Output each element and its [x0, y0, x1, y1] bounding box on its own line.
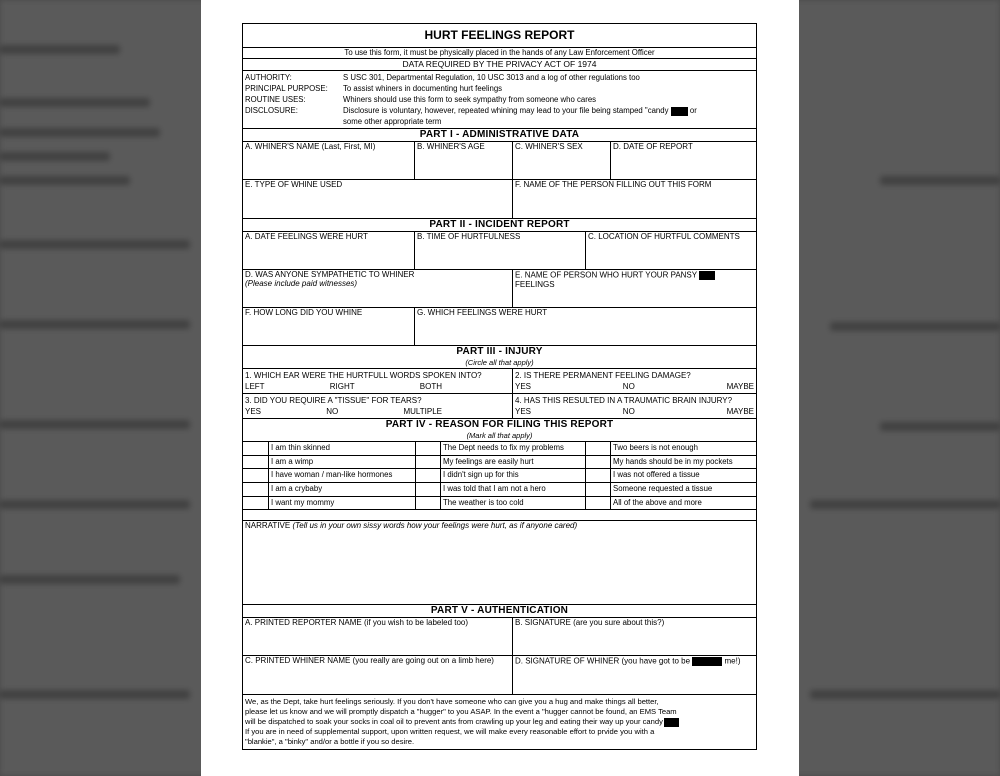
part5-row2: [243, 655, 756, 694]
field-label: A. WHINER'S NAME (Last, First, MI): [245, 142, 376, 152]
field-label: B. SIGNATURE (are you sure about this?): [515, 618, 665, 628]
option-no[interactable]: NO: [622, 382, 635, 392]
part2-header: PART II - INCIDENT REPORT: [243, 218, 756, 231]
part1-row2: [243, 179, 756, 218]
checkbox[interactable]: [415, 496, 440, 510]
reason-label: Two beers is not enough: [610, 441, 756, 455]
reason-label: My hands should be in my pockets: [610, 455, 756, 469]
checkbox[interactable]: [243, 496, 268, 510]
field-label: C. LOCATION OF HURTFUL COMMENTS: [588, 232, 740, 242]
principal-purpose-text: To assist whiners in documenting hurt feelings: [343, 84, 503, 94]
background-line: [0, 176, 130, 185]
whiner-name-field[interactable]: [243, 142, 414, 179]
option-right[interactable]: RIGHT: [329, 382, 355, 392]
person-who-hurt-field[interactable]: [512, 270, 756, 307]
checkbox[interactable]: [585, 496, 610, 510]
whiner-age-field[interactable]: [414, 142, 512, 179]
part3-note: (Circle all that apply): [465, 358, 534, 368]
background-line: [880, 422, 1000, 431]
part5-header: PART V - AUTHENTICATION: [243, 604, 756, 617]
background-line: [0, 420, 190, 429]
background-line: [0, 98, 150, 107]
background-line: [0, 45, 120, 54]
background-line: [0, 575, 180, 584]
reason-label: My feelings are easily hurt: [440, 455, 585, 469]
part4-note: (Mark all that apply): [466, 431, 533, 441]
reason-label: I have woman / man-like hormones: [268, 468, 415, 482]
reason-label: Someone requested a tissue: [610, 482, 756, 496]
disclosure-text-part: or: [689, 106, 697, 116]
tissue-question: [243, 394, 512, 418]
field-note: (Please include paid witnesses): [245, 278, 358, 288]
closing-line: We, as the Dept, take hurt feelings seriously. If you don't have someone who can give you a hug and make things all better,: [245, 697, 659, 707]
part3-header: PART III - INJURY: [243, 345, 756, 358]
option-yes[interactable]: YES: [515, 407, 532, 417]
principal-purpose-label: PRINCIPAL PURPOSE:: [245, 84, 328, 94]
option-maybe[interactable]: MAYBE: [726, 407, 754, 417]
authority-text: S USC 301, Departmental Regulation, 10 USC 3013 and a log of other regulations too: [343, 73, 640, 83]
checkbox[interactable]: [415, 482, 440, 496]
reason-label: I didn't sign up for this: [440, 468, 585, 482]
routine-uses-label: ROUTINE USES:: [245, 95, 306, 105]
reason-label: The weather is too cold: [440, 496, 585, 510]
narrative-label: NARRATIVE: [245, 521, 291, 531]
background-line: [810, 690, 1000, 699]
reason-label: I was not offered a tissue: [610, 468, 756, 482]
field-label: C. WHINER'S SEX: [515, 142, 583, 152]
field-label: FEELINGS: [515, 279, 555, 289]
reason-label: I was told that I am not a hero: [440, 482, 585, 496]
checkbox[interactable]: [243, 482, 268, 496]
reason-checklist: [243, 441, 756, 509]
whiner-sex-field[interactable]: [512, 142, 610, 179]
background-line: [880, 176, 1000, 185]
background-line: [830, 322, 1000, 331]
option-yes[interactable]: YES: [245, 407, 262, 417]
narrative-note: (Tell us in your own sissy words how your feelings were hurt, as if anyone cared): [292, 521, 578, 531]
closing-line: "blankie", a "binky" and/or a bottle if you so desire.: [245, 737, 415, 747]
reason-label: I want my mommy: [268, 496, 415, 510]
closing-line: If you are in need of supplemental support, upon written request, we will make every reasonable effort to prvide you with a: [245, 727, 655, 737]
reason-label: All of the above and more: [610, 496, 756, 510]
option-left[interactable]: LEFT: [245, 382, 265, 392]
field-label: D. DATE OF REPORT: [613, 142, 693, 152]
redaction-box: [664, 718, 679, 727]
disclosure-label: DISCLOSURE:: [245, 106, 298, 116]
privacy-act-heading: DATA REQUIRED BY THE PRIVACY ACT OF 1974: [243, 58, 756, 70]
field-label: A. PRINTED REPORTER NAME (if you wish to be labeled too): [245, 618, 469, 628]
checkbox[interactable]: [585, 468, 610, 482]
disclosure-text: [343, 105, 754, 127]
field-label: E. TYPE OF WHINE USED: [245, 180, 343, 190]
hurt-feelings-form: [242, 23, 757, 750]
part1-row1: [243, 141, 756, 179]
checkbox[interactable]: [243, 455, 268, 469]
redaction-box: [671, 107, 688, 116]
routine-uses-text: Whiners should use this form to seek sympathy from someone who cares: [343, 95, 597, 105]
closing-statement: [243, 694, 756, 749]
background-right-panel: [795, 0, 1000, 776]
background-line: [0, 240, 190, 249]
background-line: [0, 152, 110, 161]
form-instruction: To use this form, it must be physically placed in the hands of any Law Enforcement Officer: [243, 47, 756, 58]
field-label: F. HOW LONG DID YOU WHINE: [245, 308, 363, 318]
printed-reporter-name-field[interactable]: [243, 618, 512, 655]
background-line: [0, 690, 190, 699]
field-label: E. NAME OF PERSON WHO HURT YOUR PANSY: [515, 270, 697, 280]
which-feelings-hurt-field[interactable]: [414, 308, 756, 345]
closing-line: please let us know and we will promptly dispatch a "hugger" to you ASAP. In the event a "hugger cannot be found, an EMS Team: [245, 707, 677, 717]
form-title: HURT FEELINGS REPORT: [424, 28, 575, 42]
checkbox[interactable]: [415, 468, 440, 482]
reason-label: I am a crybaby: [268, 482, 415, 496]
checkbox[interactable]: [243, 441, 268, 455]
checkbox[interactable]: [415, 441, 440, 455]
checkbox[interactable]: [585, 482, 610, 496]
part2-row3: [243, 307, 756, 345]
authority-section: [243, 70, 756, 128]
checkbox[interactable]: [585, 455, 610, 469]
date-feelings-hurt-field[interactable]: [243, 232, 414, 269]
narrative-field[interactable]: [243, 520, 756, 604]
checkbox[interactable]: [585, 441, 610, 455]
option-yes[interactable]: YES: [515, 382, 532, 392]
authority-label: AUTHORITY:: [245, 73, 292, 83]
field-label: B. TIME OF HURTFULNESS: [417, 232, 521, 242]
disclosure-text-part: Disclosure is voluntary, however, repeated whining may lead to your file being stamped "candy: [343, 106, 669, 116]
field-label: D. SIGNATURE OF WHINER (you have got to be: [515, 656, 691, 666]
background-line: [810, 500, 1000, 509]
redaction-box: [699, 271, 715, 280]
part3-row2: [243, 393, 756, 418]
reason-label: The Dept needs to fix my problems: [440, 441, 585, 455]
question-text: 1. WHICH EAR WERE THE HURTFULL WORDS SPOKEN INTO?: [245, 371, 482, 381]
field-label: B. WHINER'S AGE: [417, 142, 485, 152]
document-page: [201, 0, 799, 776]
background-line: [0, 128, 160, 137]
reason-label: I am thin skinned: [268, 441, 415, 455]
field-label: D. WAS ANYONE SYMPATHETIC TO WHINER: [245, 270, 415, 280]
ear-question: [243, 369, 512, 393]
time-of-hurtfulness-field[interactable]: [414, 232, 585, 269]
redaction-box: [692, 657, 722, 666]
field-label: F. NAME OF THE PERSON FILLING OUT THIS FORM: [515, 180, 712, 190]
closing-line: will be dispatched to soak your socks in coal oil to prevent ants from crawling up your leg and eating their way up your candy: [245, 717, 663, 727]
background-line: [0, 320, 190, 329]
question-text: 2. IS THERE PERMANENT FEELING DAMAGE?: [515, 371, 691, 381]
option-both[interactable]: BOTH: [419, 382, 442, 392]
field-label: me!): [724, 656, 741, 666]
field-label: C. PRINTED WHINER NAME (you really are going out on a limb here): [245, 656, 494, 666]
part2-row1: [243, 231, 756, 269]
part3-row1: [243, 368, 756, 393]
option-no[interactable]: NO: [326, 407, 339, 417]
background-line: [0, 500, 190, 509]
type-of-whine-field[interactable]: [243, 180, 512, 218]
field-label: A. DATE FEELINGS WERE HURT: [245, 232, 368, 242]
background-left-panel: [0, 0, 205, 776]
location-hurtful-comments-field[interactable]: [585, 232, 756, 269]
brain-injury-question: [512, 394, 756, 418]
reason-label: I am a wimp: [268, 455, 415, 469]
question-text: 4. HAS THIS RESULTED IN A TRAUMATIC BRAIN INJURY?: [515, 396, 733, 406]
option-multiple[interactable]: MULTIPLE: [403, 407, 442, 417]
checkbox[interactable]: [415, 455, 440, 469]
feeling-damage-question: [512, 369, 756, 393]
option-maybe[interactable]: MAYBE: [726, 382, 754, 392]
part4-header: PART IV - REASON FOR FILING THIS REPORT: [243, 418, 756, 431]
disclosure-text-part: some other appropriate term: [343, 117, 442, 127]
sympathetic-witness-field[interactable]: [243, 270, 512, 307]
field-label: G. WHICH FEELINGS WERE HURT: [417, 308, 548, 318]
checkbox[interactable]: [243, 468, 268, 482]
printed-whiner-name-field[interactable]: [243, 656, 512, 694]
option-no[interactable]: NO: [622, 407, 635, 417]
checklist-spacer: [243, 509, 756, 520]
whiner-signature-field[interactable]: [512, 656, 756, 694]
reporter-signature-field[interactable]: [512, 618, 756, 655]
part5-row1: [243, 617, 756, 655]
how-long-whine-field[interactable]: [243, 308, 414, 345]
date-of-report-field[interactable]: [610, 142, 756, 179]
person-filling-form-field[interactable]: [512, 180, 756, 218]
part1-header: PART I - ADMINISTRATIVE DATA: [243, 128, 756, 141]
part2-row2: [243, 269, 756, 307]
question-text: 3. DID YOU REQUIRE A "TISSUE" FOR TEARS?: [245, 396, 422, 406]
